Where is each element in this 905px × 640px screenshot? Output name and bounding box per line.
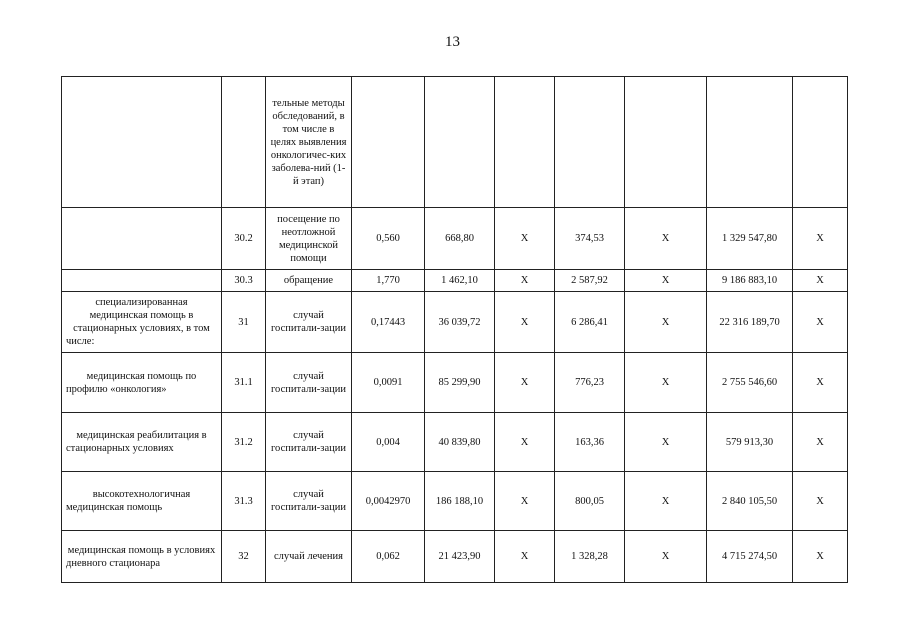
total-cell: 2 755 546,60 — [707, 353, 793, 413]
table-row — [62, 472, 848, 531]
table-row — [62, 270, 848, 292]
x-cell: X — [793, 292, 848, 353]
page-number: 13 — [445, 34, 460, 50]
norm-cell: 0,0042970 — [352, 472, 425, 531]
empty-cell — [222, 77, 266, 208]
value-cell: 776,23 — [555, 353, 625, 413]
empty-cell — [495, 77, 555, 208]
unit-cell: случай госпитали-зации — [266, 292, 352, 353]
name-cell: медицинская реабилитация в стационарных условиях — [62, 413, 222, 472]
unit-cell: случай госпитали-зации — [266, 472, 352, 531]
total-cell: 9 186 883,10 — [707, 270, 793, 292]
x-cell: X — [625, 472, 707, 531]
total-cell: 2 840 105,50 — [707, 472, 793, 531]
empty-cell — [62, 77, 222, 208]
x-cell: X — [625, 270, 707, 292]
empty-cell — [352, 77, 425, 208]
x-cell: X — [495, 531, 555, 583]
cost-cell: 40 839,80 — [425, 413, 495, 472]
cost-cell: 186 188,10 — [425, 472, 495, 531]
code-cell: 31 — [222, 292, 266, 353]
x-cell: X — [793, 270, 848, 292]
unit-cell: обращение — [266, 270, 352, 292]
x-cell: X — [625, 413, 707, 472]
table-row — [62, 353, 848, 413]
x-cell: X — [495, 208, 555, 270]
norm-cell: 1,770 — [352, 270, 425, 292]
code-cell: 31.2 — [222, 413, 266, 472]
unit-cell: случай госпитали-зации — [266, 413, 352, 472]
value-cell: 2 587,92 — [555, 270, 625, 292]
total-cell: 4 715 274,50 — [707, 531, 793, 583]
x-cell: X — [625, 353, 707, 413]
total-cell: 22 316 189,70 — [707, 292, 793, 353]
code-cell: 31.1 — [222, 353, 266, 413]
x-cell: X — [793, 472, 848, 531]
x-cell: X — [793, 353, 848, 413]
x-cell: X — [495, 353, 555, 413]
x-cell: X — [495, 292, 555, 353]
unit-cell: случай лечения — [266, 531, 352, 583]
name-cell: высокотехнологичная медицинская помощь — [62, 472, 222, 531]
x-cell: X — [495, 472, 555, 531]
code-cell: 30.2 — [222, 208, 266, 270]
name-cell — [62, 270, 222, 292]
unit-cell: посещение по неотложной медицинской помощи — [266, 208, 352, 270]
table-row — [62, 77, 848, 208]
code-cell: 31.3 — [222, 472, 266, 531]
code-cell: 30.3 — [222, 270, 266, 292]
x-cell: X — [625, 292, 707, 353]
code-cell: 32 — [222, 531, 266, 583]
x-cell: X — [625, 531, 707, 583]
value-cell: 374,53 — [555, 208, 625, 270]
value-cell: 800,05 — [555, 472, 625, 531]
cost-cell: 85 299,90 — [425, 353, 495, 413]
norm-cell: 0,0091 — [352, 353, 425, 413]
x-cell: X — [793, 531, 848, 583]
name-cell: медицинская помощь в условиях дневного стационара — [62, 531, 222, 583]
name-cell: специализированная медицинская помощь в стационарных условиях, в том числе: — [62, 292, 222, 353]
table-row — [62, 292, 848, 353]
x-cell: X — [793, 413, 848, 472]
norm-cell: 0,062 — [352, 531, 425, 583]
empty-cell — [425, 77, 495, 208]
x-cell: X — [495, 413, 555, 472]
table-row — [62, 208, 848, 270]
table-row — [62, 413, 848, 472]
name-cell — [62, 208, 222, 270]
cost-cell: 1 462,10 — [425, 270, 495, 292]
x-cell: X — [793, 208, 848, 270]
total-cell: 1 329 547,80 — [707, 208, 793, 270]
value-cell: 1 328,28 — [555, 531, 625, 583]
empty-cell — [793, 77, 848, 208]
empty-cell — [625, 77, 707, 208]
norm-cell: 0,004 — [352, 413, 425, 472]
unit-cell: тельные методы обследований, в том числе в целях выявления онкологичес-ких заболева-ний (1-й этап) — [266, 77, 352, 208]
norm-cell: 0,560 — [352, 208, 425, 270]
value-cell: 6 286,41 — [555, 292, 625, 353]
table-row — [62, 531, 848, 583]
cost-cell: 21 423,90 — [425, 531, 495, 583]
name-cell: медицинская помощь по профилю «онкология» — [62, 353, 222, 413]
empty-cell — [555, 77, 625, 208]
empty-cell — [707, 77, 793, 208]
value-cell: 163,36 — [555, 413, 625, 472]
cost-cell: 36 039,72 — [425, 292, 495, 353]
total-cell: 579 913,30 — [707, 413, 793, 472]
cost-cell: 668,80 — [425, 208, 495, 270]
x-cell: X — [625, 208, 707, 270]
norm-cell: 0,17443 — [352, 292, 425, 353]
x-cell: X — [495, 270, 555, 292]
norms-table — [61, 76, 848, 583]
unit-cell: случай госпитали-зации — [266, 353, 352, 413]
